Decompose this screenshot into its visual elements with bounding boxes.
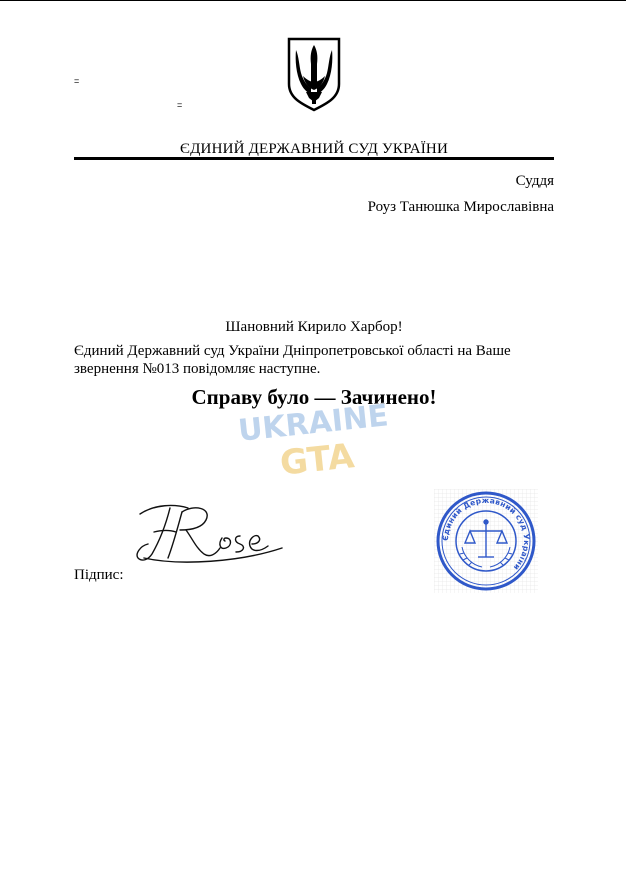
field-marker-bottom: = bbox=[177, 100, 183, 110]
court-seal bbox=[434, 489, 538, 593]
field-marker-top: = bbox=[74, 76, 80, 86]
addressee-name: Роуз Танюшка Мирославівна bbox=[367, 199, 554, 215]
addressee-role: Суддя bbox=[515, 173, 554, 189]
letter-body: Єдиний Державний суд України Дніпропетровської області на Ваше звернення №013 повідомляє наступне. bbox=[74, 343, 511, 377]
signature-label: Підпис: bbox=[74, 567, 124, 583]
verdict-headline: Справу було — Зачинено! bbox=[191, 385, 437, 409]
header-divider bbox=[74, 157, 554, 160]
seal-ring-text: Єдиний Державний суд України bbox=[440, 495, 532, 573]
watermark-line2: GTA bbox=[278, 436, 357, 484]
top-border bbox=[0, 0, 626, 1]
ukraine-gta-watermark bbox=[225, 395, 405, 485]
watermark-line1: UKRAINE bbox=[236, 398, 391, 449]
letter-greeting: Шановний Кирило Харбор! bbox=[225, 319, 403, 335]
trident-coat-of-arms-icon bbox=[286, 36, 342, 112]
handwritten-signature bbox=[130, 496, 290, 568]
court-name: ЄДИНИЙ ДЕРЖАВНИЙ СУД УКРАЇНИ bbox=[180, 141, 448, 157]
